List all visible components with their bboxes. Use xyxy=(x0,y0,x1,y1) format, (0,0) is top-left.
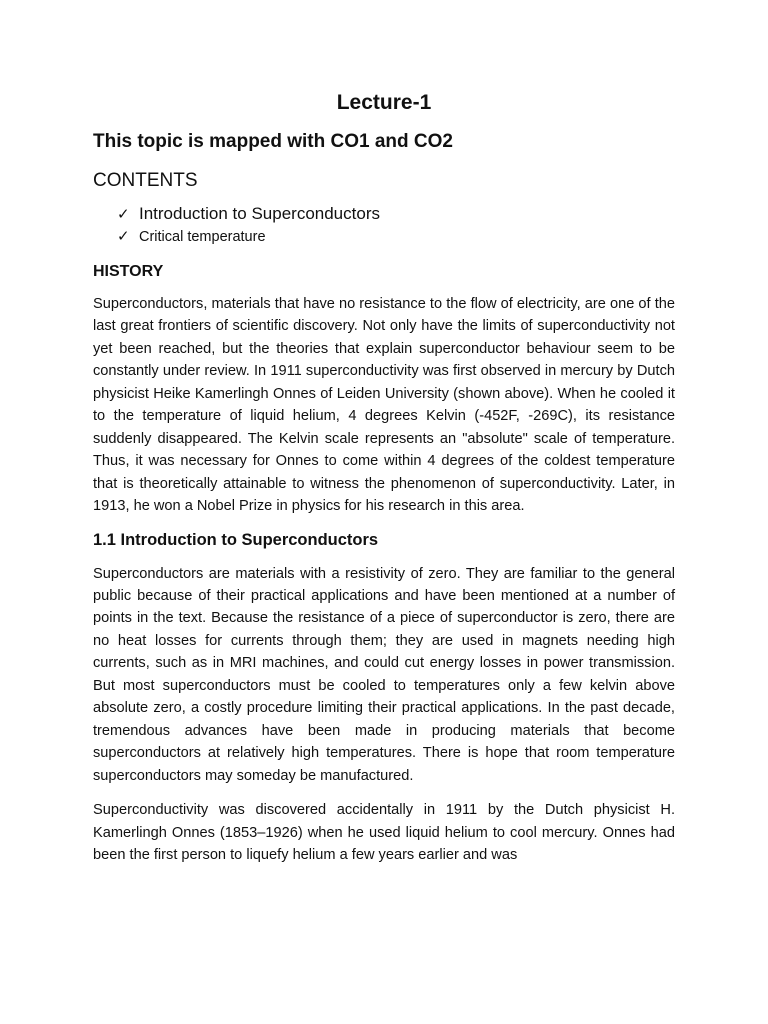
contents-item-introduction xyxy=(117,202,675,227)
document-page xyxy=(93,88,675,866)
contents-heading: CONTENTS xyxy=(93,170,198,191)
discovery-paragraph: Superconductivity was discovered accidentally in 1911 by the Dutch physicist H. Kamerlingh Onnes (1853–1926) when he used liquid helium to cool mercury. Onnes had been the first person to liquefy helium a few years earlier and was xyxy=(93,802,675,863)
checkmark-icon: ✓ xyxy=(117,206,130,223)
lecture-title: Lecture-1 xyxy=(336,91,432,114)
introduction-paragraph: Superconductors are materials with a resistivity of zero. They are familiar to the general public because of their practical applications and have been mentioned at a number of points in the text. Because the resistance of a piece of superconductor is zero, there are no heat losses for currents through them; they are used in magnets needing high currents, such as in MRI machines, and could cut energy losses in power transmission. But most superconductors must be cooled to temperatures only a few kelvin above absolute zero, a costly procedure limiting their practical applications. In the past decade, tremendous advances have been made in producing materials that become superconductors at relatively high temperatures. There is hope that room temperature superconductors may someday be manufactured. xyxy=(93,565,675,784)
checkmark-icon: ✓ xyxy=(117,228,130,245)
contents-item-label: Critical temperature xyxy=(139,229,266,245)
section-heading-introduction: 1.1 Introduction to Superconductors xyxy=(93,530,379,549)
contents-item-critical-temperature xyxy=(117,227,675,247)
history-heading: HISTORY xyxy=(93,263,164,280)
history-paragraph: Superconductors, materials that have no resistance to the flow of electricity, are one of the last great frontiers of scientific discovery. Not only have the limits of superconductivity not yet been reached, but the theories that explain superconductor behaviour seem to be constantly under review. In 1911 superconductivity was first observed in mercury by Dutch physicist Heike Kamerlingh Onnes of Leiden University (shown above). When he cooled it to the temperature of liquid helium, 4 degrees Kelvin (-452F, -269C), its resistance suddenly disappeared. The Kelvin scale represents an "absolute" scale of temperature. Thus, it was necessary for Onnes to come within 4 degrees of the coldest temperature that is theoretically attainable to witness the phenomenon of superconductivity. Later, in 1913, he won a Nobel Prize in physics for his research in this area. xyxy=(93,296,675,515)
contents-list xyxy=(93,202,675,247)
contents-item-label: Introduction to Superconductors xyxy=(139,204,380,223)
topic-mapping-heading: This topic is mapped with CO1 and CO2 xyxy=(93,131,453,152)
